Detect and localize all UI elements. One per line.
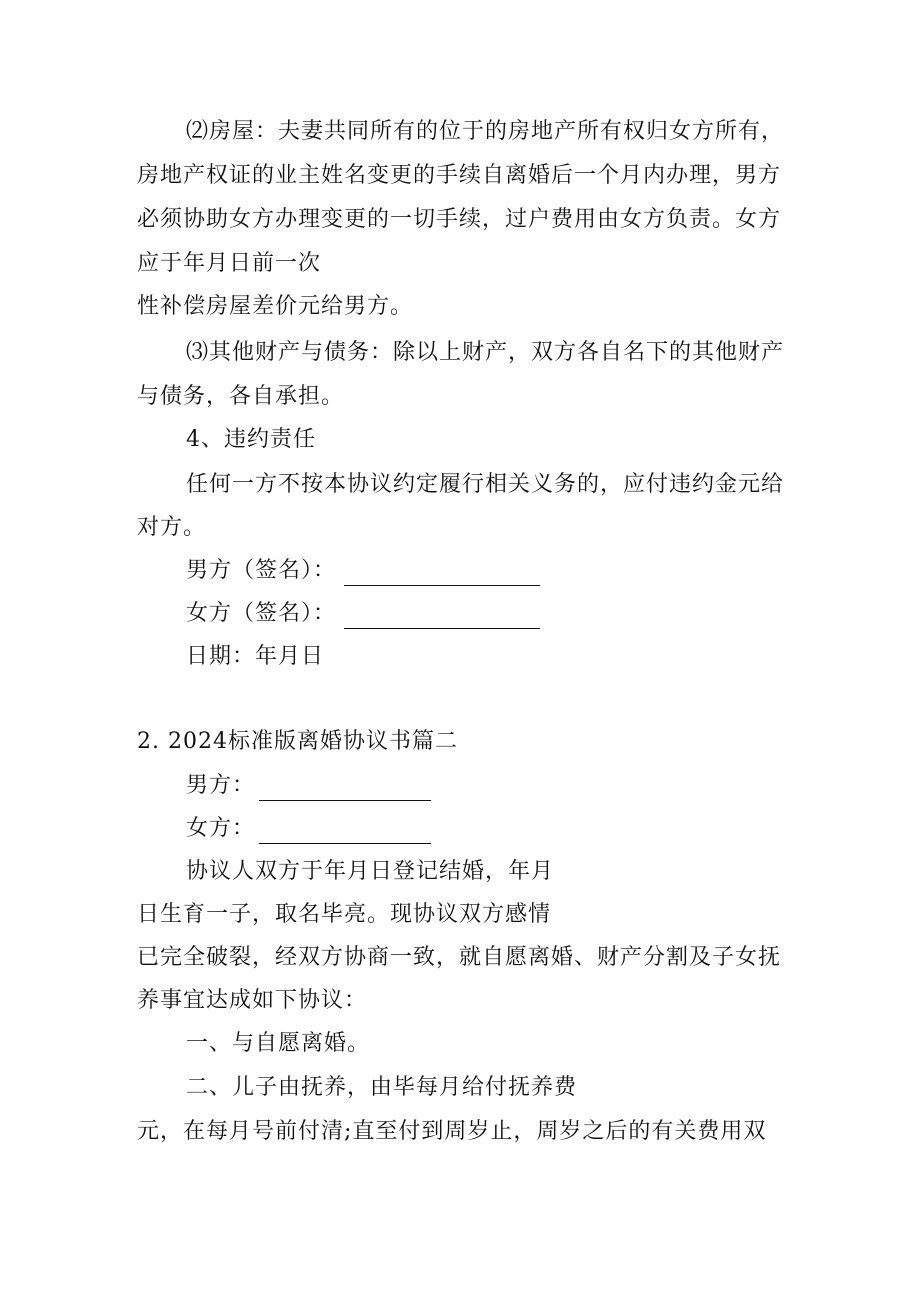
date-line: 日期：年月日 xyxy=(186,644,325,669)
paragraph-line: ⑵房屋：夫妻共同所有的位于的房地产所有权归女方所有， xyxy=(186,119,785,144)
party-blank xyxy=(259,776,431,801)
paragraph-line: 对方。 xyxy=(137,515,207,540)
signature-blank xyxy=(344,604,540,629)
paragraph-line: 日生育一子，取名毕亮。现协议双方感情 xyxy=(137,902,552,927)
party-line-male xyxy=(186,771,431,801)
paragraph-line: 任何一方不按本协议约定履行相关义务的，应付违约金元给 xyxy=(186,472,785,497)
party-line-female xyxy=(186,814,431,844)
section-heading: 4、违约责任 xyxy=(186,427,316,452)
list-item: 二、儿子由抚养，由毕每月给付抚养费 xyxy=(186,1075,578,1100)
signature-label: 男方（签名）： xyxy=(186,558,337,583)
party-blank xyxy=(259,819,431,844)
paragraph-line: 协议人双方于年月日登记结婚，年月 xyxy=(186,859,555,884)
paragraph-line: ⑶其他财产与债务：除以上财产，双方各自名下的其他财产 xyxy=(186,340,785,365)
paragraph-line: 与债务，各自承担。 xyxy=(137,384,345,409)
paragraph-line: 应于年月日前一次 xyxy=(137,251,322,276)
list-item: 一、与自愿离婚。 xyxy=(186,1031,371,1056)
paragraph-line: 房地产权证的业主姓名变更的手续自离婚后一个月内办理，男方 xyxy=(137,163,782,188)
signature-line-female xyxy=(186,599,540,629)
section-title: 2. 2024标准版离婚协议书篇二 xyxy=(137,729,458,754)
party-label: 女方： xyxy=(186,816,256,841)
party-label: 男方： xyxy=(186,773,256,798)
signature-line-male xyxy=(186,556,540,586)
paragraph-line: 性补偿房屋差价元给男方。 xyxy=(137,294,414,319)
paragraph-line: 养事宜达成如下协议： xyxy=(137,988,368,1013)
paragraph-line: 必须协助女方办理变更的一切手续，过户费用由女方负责。女方 xyxy=(137,207,782,232)
signature-blank xyxy=(344,561,540,586)
signature-label: 女方（签名）： xyxy=(186,601,337,626)
paragraph-line: 元，在每月号前付清;直至付到周岁止，周岁之后的有关费用双 xyxy=(137,1119,767,1144)
paragraph-line: 已完全破裂，经双方协商一致，就自愿离婚、财产分割及子女抚 xyxy=(137,945,782,970)
